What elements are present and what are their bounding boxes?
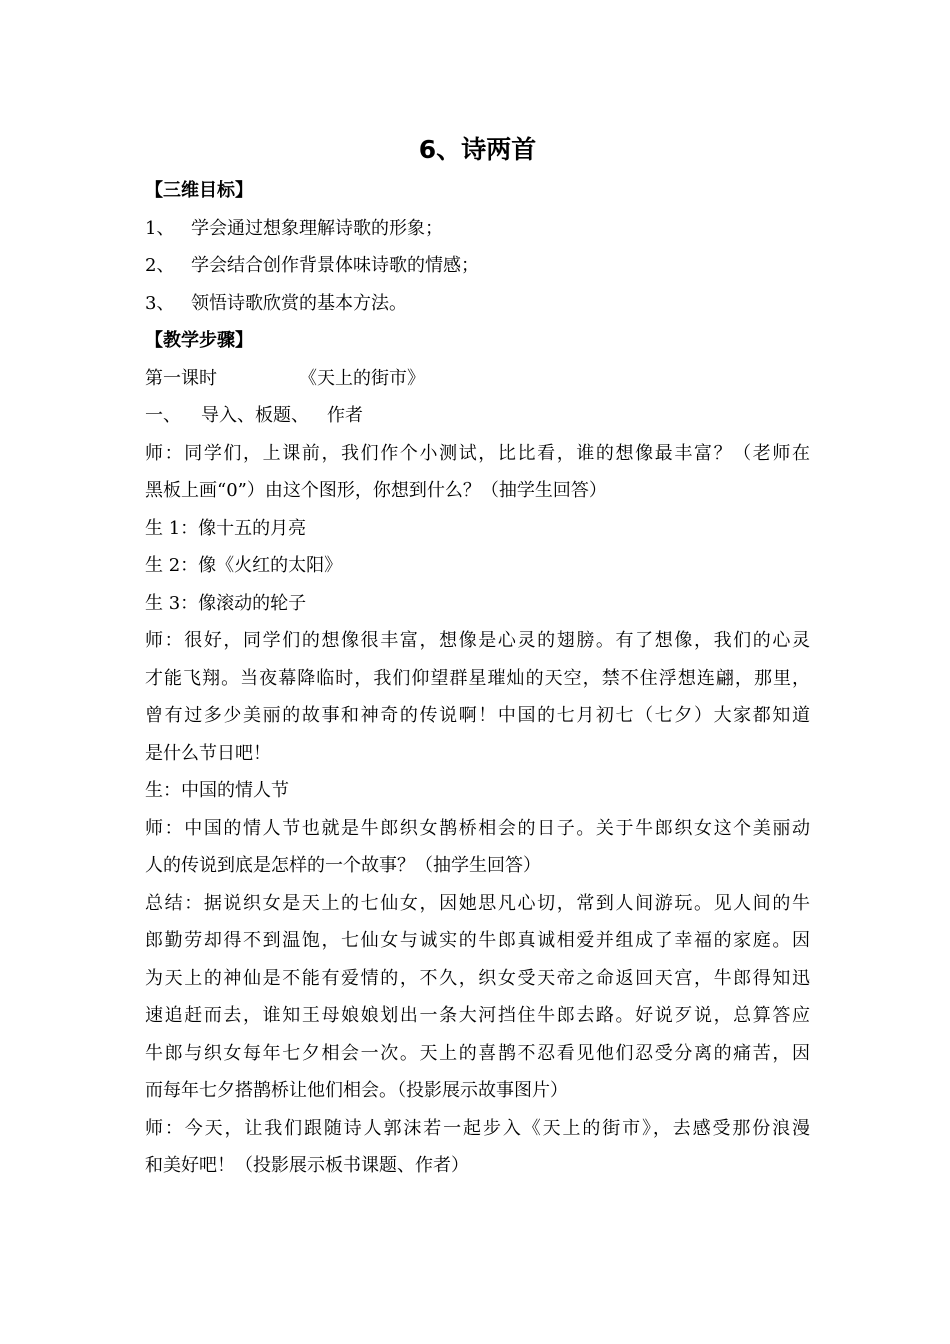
goal-item [145, 285, 810, 323]
goal-text: 学会结合创作背景体味诗歌的情感； [191, 255, 479, 276]
goals-heading: 【三维目标】 [145, 180, 253, 201]
paragraph-line: 牛郎与织女每年七夕相会一次。天上的喜鹊不忍看见他们忍受分离的痛苦，因 [145, 1042, 810, 1064]
paragraph-line: 生 1：像十五的月亮 [145, 517, 307, 539]
paragraph-line: 为天上的神仙是不能有爱情的，不久，织女受天帝之命返回天宫，牛郎得知迅 [145, 967, 810, 989]
goal-item [145, 247, 810, 285]
paragraph-line: 师：今天，让我们跟随诗人郭沫若一起步入《天上的街市》，去感受那份浪漫 [145, 1117, 810, 1139]
section-number: 一、 [145, 405, 181, 426]
dialogue-paragraph [145, 885, 810, 1110]
dialogue-paragraph [145, 622, 810, 772]
dialogue-paragraph [145, 772, 810, 810]
goal-number: 3、 [145, 292, 175, 314]
lesson-label: 第一课时 [145, 367, 217, 389]
dialogue-paragraph [145, 547, 810, 585]
paragraph-line: 郎勤劳却得不到温饱，七仙女与诚实的牛郎真诚相爱并组成了幸福的家庭。因 [145, 930, 810, 951]
section-line [145, 397, 810, 435]
paragraph-line: 师：中国的情人节也就是牛郎织女鹊桥相会的日子。关于牛郎织女这个美丽动 [145, 817, 810, 839]
paragraph-line: 总结：据说织女是天上的七仙女，因她思凡心切，常到人间游玩。见人间的牛 [145, 892, 810, 914]
paragraph-line: 才能飞翔。当夜幕降临时，我们仰望群星璀灿的天空，禁不住浮想连翩，那里， [145, 667, 810, 689]
goal-number: 2、 [145, 255, 175, 276]
section-part: 作者 [327, 405, 363, 426]
paragraph-line: 黑板上画“0”）由这个图形，你想到什么？（抽学生回答） [145, 480, 607, 501]
goal-item [145, 210, 810, 248]
page-title: 6、诗两首 [418, 135, 537, 164]
paragraph-line: 生 3：像滚动的轮子 [145, 592, 307, 614]
paragraph-line: 和美好吧！（投影展示板书课题、作者） [145, 1155, 469, 1176]
paragraph-line: 是什么节日吧！ [145, 742, 271, 764]
paragraph-line: 师：同学们，上课前，我们作个小测试，比比看，谁的想像最丰富？（老师在 [145, 442, 810, 464]
section-part: 导入、板题、 [201, 405, 309, 426]
dialogue-paragraph [145, 435, 810, 510]
paragraph-line: 而每年七夕搭鹊桥让他们相会。（投影展示故事图片） [145, 1080, 568, 1101]
goal-number: 1、 [145, 217, 175, 239]
steps-heading: 【教学步骤】 [145, 330, 253, 351]
goal-text: 学会通过想象理解诗歌的形象； [191, 217, 443, 239]
dialogue-paragraph [145, 1110, 810, 1185]
dialogue-paragraph [145, 510, 810, 548]
paragraph-line: 人的传说到底是怎样的一个故事？（抽学生回答） [145, 855, 541, 876]
lesson-title: 《天上的街市》 [299, 367, 425, 389]
paragraph-line: 生：中国的情人节 [145, 780, 289, 801]
paragraph-line: 生 2：像《火红的太阳》 [145, 555, 343, 576]
document-page [145, 130, 810, 1185]
dialogue-body [145, 435, 810, 1185]
paragraph-line: 曾有过多少美丽的故事和神奇的传说啊！中国的七月初七（七夕）大家都知道 [145, 705, 810, 726]
lesson-line [145, 360, 810, 398]
goal-text: 领悟诗歌欣赏的基本方法。 [191, 292, 407, 314]
dialogue-paragraph [145, 810, 810, 885]
paragraph-line: 师：很好，同学们的想像很丰富，想像是心灵的翅膀。有了想像，我们的心灵 [145, 630, 810, 651]
paragraph-line: 速追赶而去，谁知王母娘娘划出一条大河挡住牛郎去路。好说歹说，总算答应 [145, 1005, 810, 1026]
dialogue-paragraph [145, 585, 810, 623]
